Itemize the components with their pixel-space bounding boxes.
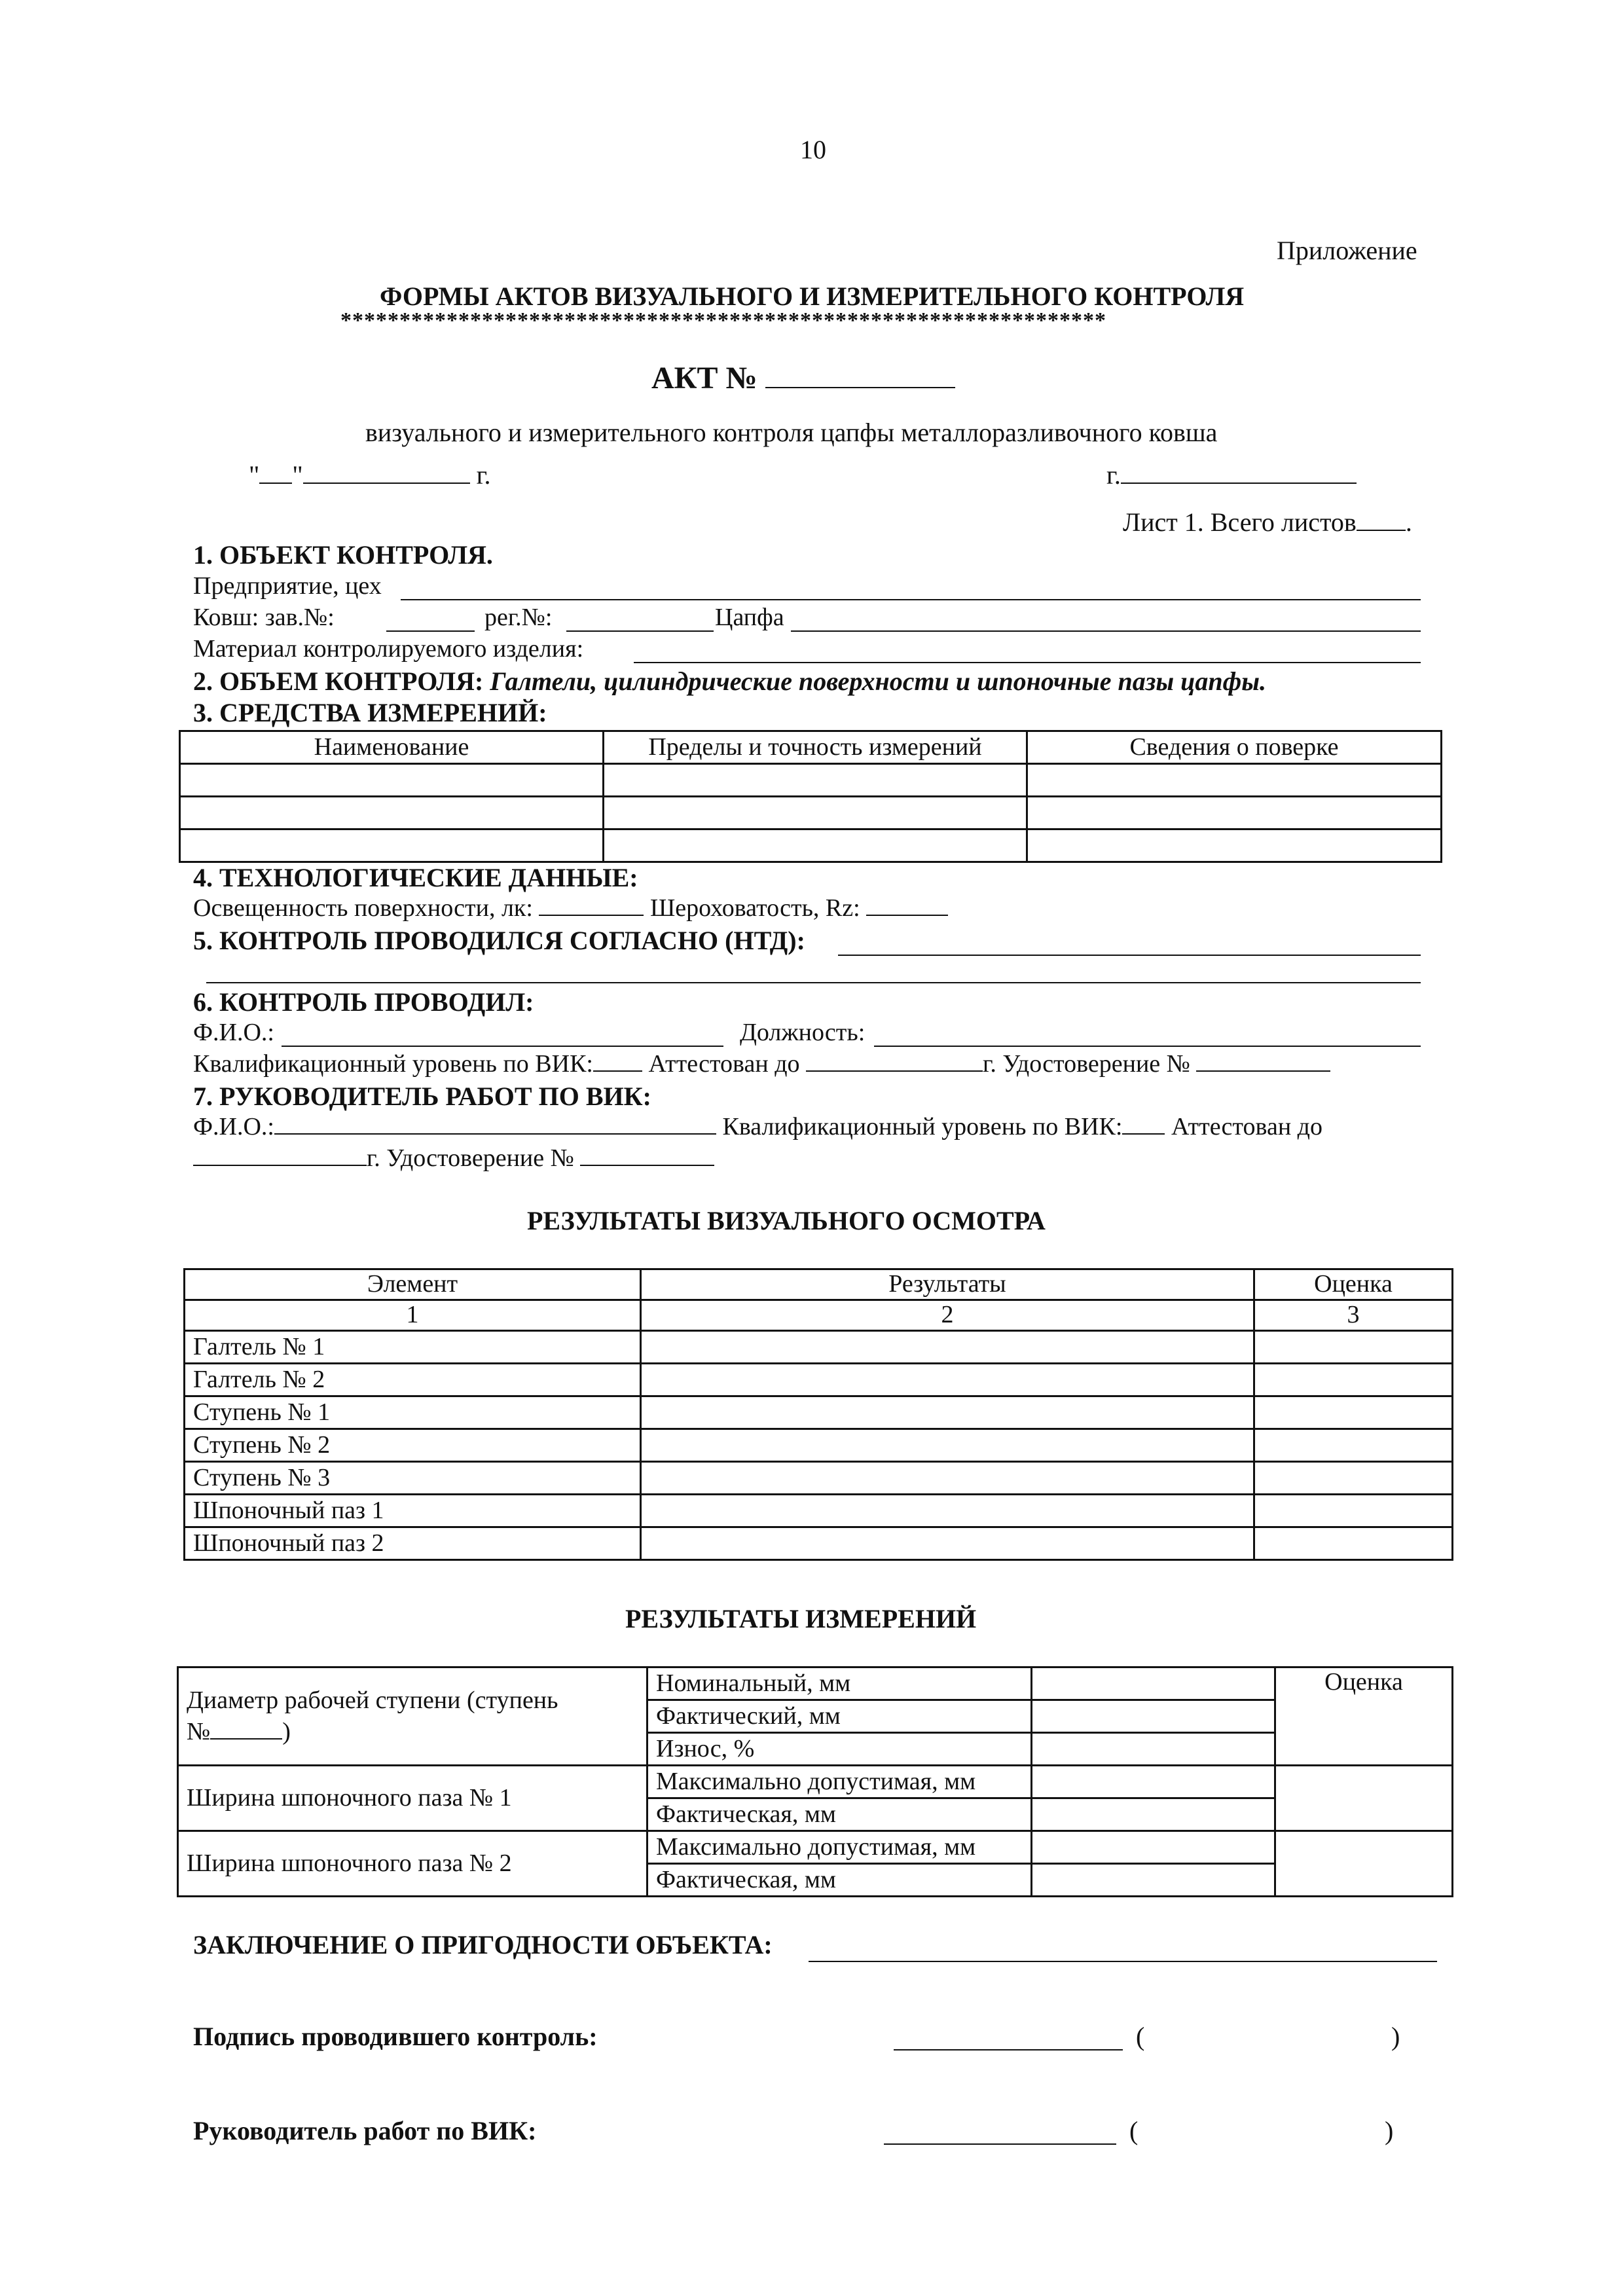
s6-certified-label: Аттестован до (648, 1050, 800, 1078)
table-cell[interactable] (1032, 1766, 1275, 1798)
col-name: Наименование (180, 731, 604, 764)
date-day-field[interactable] (259, 483, 292, 484)
table-cell[interactable] (604, 797, 1027, 829)
section1-heading: 1. ОБЪЕКТ КОНТРОЛЯ. (193, 540, 493, 570)
row-label: Шпоночный паз 2 (185, 1527, 641, 1560)
table-cell[interactable] (1032, 1733, 1275, 1766)
act-subtitle: визуального и измерительного контроля цапфы металлоразливочного ковша (365, 418, 1218, 447)
max-allowed-label: Максимально допустимая, мм (647, 1766, 1032, 1798)
section2-heading: 2. ОБЪЕМ КОНТРОЛЯ: (193, 666, 484, 696)
date-quote-open: " (249, 460, 260, 490)
roughness-label: Шероховатость, Rz: (649, 894, 860, 922)
col-score: Оценка (1254, 1269, 1453, 1300)
table-cell[interactable] (1254, 1331, 1453, 1364)
section7-heading: 7. РУКОВОДИТЕЛЬ РАБОТ ПО ВИК: (193, 1082, 651, 1111)
instruments-table (179, 730, 1442, 863)
s6-fio-field[interactable] (282, 1046, 723, 1047)
table-cell[interactable] (641, 1462, 1254, 1495)
table-number-row (185, 1300, 1453, 1331)
reg-label: рег.№: (484, 604, 553, 631)
enterprise-field[interactable] (401, 599, 1421, 600)
max-allowed-label: Максимально допустимая, мм (647, 1831, 1032, 1864)
s7-qual-field[interactable] (1122, 1133, 1165, 1135)
s6-fio-label: Ф.И.О.: (193, 1019, 274, 1046)
table-row (185, 1462, 1453, 1495)
sheet-end: . (1405, 507, 1412, 537)
diameter-no: № (187, 1717, 211, 1745)
table-row (185, 1495, 1453, 1527)
section2-line (193, 666, 1266, 697)
table-cell[interactable] (604, 764, 1027, 797)
s6-position-field[interactable] (874, 1046, 1421, 1047)
table-cell[interactable] (1254, 1495, 1453, 1527)
manager-signature-field[interactable] (884, 2143, 1116, 2145)
table-row (185, 1331, 1453, 1364)
slot1-label: Ширина шпоночного паза № 1 (178, 1766, 647, 1831)
table-cell[interactable] (1254, 1396, 1453, 1429)
conclusion-field[interactable] (809, 1961, 1437, 1962)
num-1: 1 (185, 1300, 641, 1331)
actual-f-label: Фактическая, мм (647, 1798, 1032, 1831)
table-cell[interactable] (1254, 1429, 1453, 1462)
ladle-label: Ковш: зав.№: (193, 604, 335, 631)
table-cell[interactable] (1032, 1831, 1275, 1864)
table-row (178, 1831, 1453, 1864)
ntd-field-2[interactable] (206, 982, 1421, 983)
table-cell[interactable] (1032, 1667, 1275, 1700)
table-cell[interactable] (1032, 1700, 1275, 1733)
trunnion-field[interactable] (791, 630, 1421, 632)
reg-number-field[interactable] (566, 630, 714, 632)
signature-paren-close: ) (1391, 2022, 1400, 2051)
wear-label: Износ, % (647, 1733, 1032, 1766)
signature-field[interactable] (894, 2049, 1123, 2050)
illumination-field[interactable] (539, 915, 644, 916)
sheet-count-field[interactable] (1357, 530, 1406, 531)
col-results: Результаты (641, 1269, 1254, 1300)
table-cell[interactable] (641, 1331, 1254, 1364)
sheet-line (1123, 507, 1412, 538)
row-label: Ступень № 2 (185, 1429, 641, 1462)
sheet-text: Лист 1. Всего листов (1123, 507, 1357, 537)
step-number-field[interactable] (210, 1738, 282, 1740)
table-cell[interactable] (180, 829, 604, 862)
date-month-field[interactable] (303, 483, 470, 484)
table-header-row (185, 1269, 1453, 1300)
row-label: Шпоночный паз 1 (185, 1495, 641, 1527)
illumination-label: Освещенность поверхности, лк: (193, 894, 533, 922)
visual-table (183, 1268, 1453, 1561)
table-cell[interactable] (1275, 1766, 1453, 1831)
table-cell[interactable] (604, 829, 1027, 862)
material-label: Материал контролируемого изделия: (193, 635, 584, 663)
section2-value: Галтели, цилиндрические поверхности и шпоночные пазы цапфы. (490, 666, 1267, 696)
s7-cert-line (193, 1144, 714, 1173)
manager-label: Руководитель работ по ВИК: (193, 2116, 537, 2145)
table-cell[interactable] (1254, 1364, 1453, 1396)
num-3: 3 (1254, 1300, 1453, 1331)
ladle-number-field[interactable] (386, 630, 475, 632)
table-row (185, 1429, 1453, 1462)
trunnion-label: Цапфа (715, 604, 784, 631)
ntd-field-1[interactable] (838, 955, 1421, 956)
signature-label: Подпись проводившего контроль: (193, 2022, 598, 2051)
material-field[interactable] (634, 662, 1421, 663)
table-cell[interactable] (1032, 1864, 1275, 1897)
s7-fio-line (193, 1113, 1322, 1142)
score-label: Оценка (1275, 1667, 1453, 1766)
act-title (651, 360, 955, 396)
act-title-text: АКТ № (651, 361, 757, 395)
section6-heading: 6. КОНТРОЛЬ ПРОВОДИЛ: (193, 987, 534, 1017)
table-row (185, 1396, 1453, 1429)
table-cell[interactable] (1027, 829, 1442, 862)
row-label: Ступень № 1 (185, 1396, 641, 1429)
row-label: Ступень № 3 (185, 1462, 641, 1495)
illumination-line (193, 894, 948, 923)
table-cell[interactable] (1254, 1527, 1453, 1560)
table-cell[interactable] (1027, 797, 1442, 829)
roughness-field[interactable] (866, 915, 948, 916)
section4-heading: 4. ТЕХНОЛОГИЧЕСКИЕ ДАННЫЕ: (193, 863, 638, 892)
manager-paren-close: ) (1385, 2116, 1394, 2145)
row-label: Галтель № 2 (185, 1364, 641, 1396)
date-quote-close: " (292, 460, 303, 490)
table-cell[interactable] (641, 1364, 1254, 1396)
actual-f-label: Фактическая, мм (647, 1864, 1032, 1897)
table-row (180, 764, 1442, 797)
actual-m-label: Фактический, мм (647, 1700, 1032, 1733)
city-line (1106, 460, 1357, 490)
table-cell[interactable] (1254, 1462, 1453, 1495)
city-field[interactable] (1121, 483, 1357, 484)
s7-cert-label: г. Удостоверение № (367, 1144, 574, 1172)
table-cell[interactable] (641, 1396, 1254, 1429)
diameter-label-cell (178, 1667, 647, 1766)
table-cell[interactable] (1027, 764, 1442, 797)
stars-divider: ***************************************************************** (340, 308, 1106, 333)
diameter-close: ) (282, 1717, 291, 1745)
measure-title: РЕЗУЛЬТАТЫ ИЗМЕРЕНИЙ (625, 1604, 977, 1633)
appendix-label: Приложение (1277, 236, 1417, 265)
section5-heading: 5. КОНТРОЛЬ ПРОВОДИЛСЯ СОГЛАСНО (НТД): (193, 926, 805, 955)
city-prefix: г. (1106, 460, 1121, 490)
forms-title: ФОРМЫ АКТОВ ВИЗУАЛЬНОГО И ИЗМЕРИТЕЛЬНОГО КОНТРОЛЯ (380, 282, 1245, 311)
table-row (180, 797, 1442, 829)
s6-qual-field[interactable] (593, 1070, 642, 1072)
visual-title: РЕЗУЛЬТАТЫ ВИЗУАЛЬНОГО ОСМОТРА (527, 1206, 1046, 1235)
table-row (185, 1527, 1453, 1560)
date-line (249, 460, 491, 490)
date-year-suffix: г. (476, 460, 491, 490)
manager-paren-open: ( (1129, 2116, 1139, 2145)
enterprise-label: Предприятие, цех (193, 572, 382, 600)
num-2: 2 (641, 1300, 1254, 1331)
diameter-label: Диаметр рабочей ступени (ступень (187, 1686, 558, 1714)
s6-certified-field[interactable] (806, 1070, 983, 1072)
table-row (185, 1364, 1453, 1396)
table-cell[interactable] (641, 1429, 1254, 1462)
conclusion-label: ЗАКЛЮЧЕНИЕ О ПРИГОДНОСТИ ОБЪЕКТА: (193, 1930, 773, 1959)
table-row (178, 1667, 1453, 1700)
s6-cert-label: г. Удостоверение № (983, 1050, 1190, 1078)
page-number: 10 (800, 135, 826, 164)
table-row (178, 1766, 1453, 1798)
table-row (180, 829, 1442, 862)
table-cell[interactable] (1275, 1831, 1453, 1897)
act-number-field[interactable] (765, 387, 955, 388)
section3-heading: 3. СРЕДСТВА ИЗМЕРЕНИЙ: (193, 698, 547, 727)
s7-cert-field[interactable] (580, 1165, 714, 1166)
measure-table (177, 1666, 1453, 1897)
s7-fio-field[interactable] (274, 1133, 716, 1135)
s6-qual-line (193, 1050, 1330, 1079)
s7-certified-field[interactable] (193, 1165, 367, 1166)
s6-cert-field[interactable] (1196, 1070, 1330, 1072)
col-limits: Пределы и точность измерений (604, 731, 1027, 764)
col-element: Элемент (185, 1269, 641, 1300)
s7-certified-label: Аттестован до (1171, 1113, 1322, 1140)
table-cell[interactable] (641, 1527, 1254, 1560)
s6-qual-label: Квалификационный уровень по ВИК: (193, 1050, 593, 1078)
col-verification: Сведения о поверке (1027, 731, 1442, 764)
signature-paren-open: ( (1136, 2022, 1145, 2051)
row-label: Галтель № 1 (185, 1331, 641, 1364)
slot2-label: Ширина шпоночного паза № 2 (178, 1831, 647, 1897)
table-header-row (180, 731, 1442, 764)
nominal-label: Номинальный, мм (647, 1667, 1032, 1700)
table-cell[interactable] (1032, 1798, 1275, 1831)
s7-fio-label: Ф.И.О.: (193, 1113, 274, 1140)
table-cell[interactable] (180, 797, 604, 829)
table-cell[interactable] (641, 1495, 1254, 1527)
s7-qual-label: Квалификационный уровень по ВИК: (722, 1113, 1123, 1140)
s6-position-label: Должность: (740, 1019, 866, 1046)
table-cell[interactable] (180, 764, 604, 797)
